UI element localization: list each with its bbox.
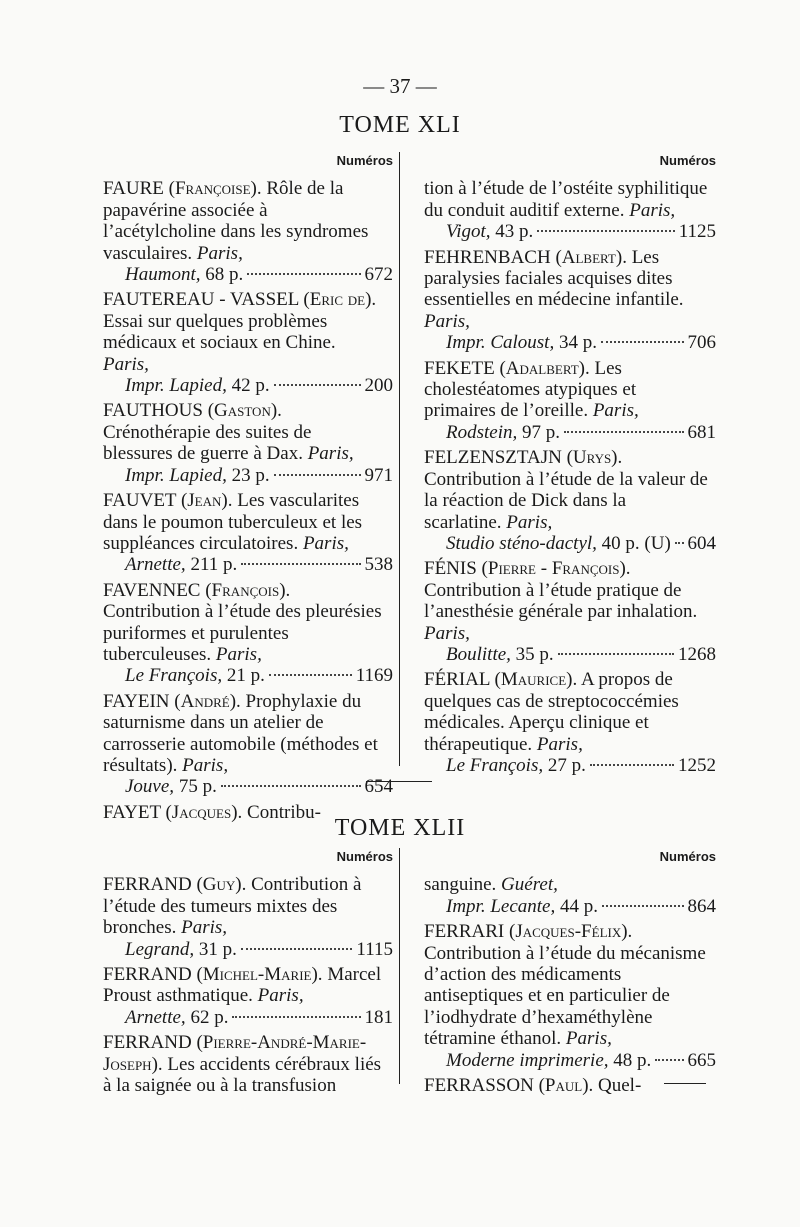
entry-reference-line (103, 1007, 393, 1028)
dot-leader (601, 341, 684, 343)
publisher-pages (446, 533, 671, 554)
bibliography-entry (424, 669, 716, 776)
author-given-name: (Albert). (555, 246, 627, 268)
publisher: Arnette, (125, 1006, 186, 1028)
author-given-name: (Jacques). (165, 801, 243, 823)
page-count: 40 p. (U) (601, 532, 671, 554)
publication-city: Paris, (307, 443, 354, 465)
page-count: 97 p. (522, 421, 560, 443)
author-surname: FAUTEREAU - VASSEL (103, 289, 299, 311)
dot-leader (241, 563, 360, 565)
publisher-pages (125, 465, 270, 486)
page-count: 34 p. (558, 332, 597, 354)
entry-reference-line (424, 332, 716, 353)
dot-leader (675, 542, 684, 544)
section-title: TOME XLI (339, 112, 461, 138)
author-surname: FERRAND (103, 874, 192, 896)
bibliography-entry (103, 691, 393, 798)
publisher-pages (125, 665, 265, 686)
entry-reference-line (103, 264, 393, 285)
author-given-name: (François). (205, 579, 291, 601)
thesis-title: Contribution à l’étude pratique de l’anesthésie générale par inhalation. (424, 579, 698, 623)
publisher-pages (125, 264, 243, 285)
entry-reference-line (103, 776, 393, 797)
page-count: 21 p. (226, 665, 265, 687)
author-given-name: (Françoise). (168, 178, 262, 200)
page-count: 31 p. (198, 938, 237, 960)
page-count: 211 p. (190, 554, 238, 576)
author-surname: FAUVET (103, 490, 177, 512)
dot-leader (274, 474, 361, 476)
corner-rule (664, 1083, 706, 1084)
entry-number: 538 (364, 554, 393, 576)
author-given-name: (Michel-Marie). (196, 964, 323, 986)
dot-leader (269, 674, 352, 676)
thesis-title: Les cholestéatomes atypiques et primaires de l’oreille. (424, 357, 637, 422)
author-surname: FÉNIS (424, 558, 477, 580)
bibliography-entry (103, 490, 393, 576)
publisher-pages (446, 422, 560, 443)
bibliography-entry (424, 358, 716, 444)
bibliography-entry (103, 289, 393, 396)
bibliography-entry (424, 874, 716, 917)
publisher: Jouve, (125, 776, 175, 798)
entry-reference-line (424, 644, 716, 665)
bibliography-entry (424, 247, 716, 354)
entry-number: 1252 (678, 754, 716, 776)
author-surname: FAYEIN (103, 690, 170, 712)
entry-first-line (424, 558, 716, 644)
dot-leader (655, 1059, 683, 1061)
bibliography-entry (424, 447, 716, 554)
publication-city: Paris, (424, 622, 470, 644)
publisher: Rodstein, (446, 421, 518, 443)
publisher: Haumont, (125, 264, 201, 286)
entry-reference-line (424, 422, 716, 443)
numeros-header: Numéros (336, 153, 393, 168)
column-divider (399, 848, 400, 1084)
author-surname: FERRAND (103, 1032, 192, 1054)
entry-reference-line (424, 896, 716, 917)
entry-reference-line (103, 465, 393, 486)
author-surname: FEKETE (424, 357, 495, 379)
publisher: Moderne imprimerie, (446, 1049, 609, 1071)
publication-city: Paris, (196, 242, 243, 264)
bibliography-entry (424, 1075, 716, 1096)
entry-number: 971 (364, 464, 393, 486)
dot-leader (590, 764, 674, 766)
entry-reference-line (424, 755, 716, 776)
entry-first-line (424, 921, 716, 1049)
entry-first-line (424, 178, 716, 221)
dot-leader (564, 431, 684, 433)
column-right (424, 150, 716, 780)
page-number: — 37 — (363, 74, 437, 98)
column-left (103, 846, 393, 1100)
dot-leader (558, 653, 674, 655)
publisher: Impr. Lapied, (125, 375, 227, 397)
entry-first-line (103, 289, 393, 375)
publication-city: Paris, (103, 353, 149, 375)
author-given-name: (Maurice). (494, 669, 578, 691)
publication-city: Paris, (424, 310, 470, 332)
author-given-name: (André). (174, 690, 241, 712)
entry-number: 665 (687, 1049, 716, 1071)
entry-first-line (424, 247, 716, 333)
publication-city: Paris, (257, 985, 304, 1007)
publisher-pages (125, 375, 270, 396)
numeros-header: Numéros (659, 849, 716, 864)
page-count: 62 p. (190, 1006, 229, 1028)
page-count: 44 p. (559, 895, 598, 917)
thesis-title: Marcel Proust asthmatique. (103, 964, 382, 1007)
author-surname: FERRARI (424, 921, 505, 943)
publisher-pages (125, 776, 217, 797)
author-given-name: (Pierre-André-Marie-Joseph). (103, 1032, 367, 1075)
author-surname: FAYET (103, 801, 161, 823)
author-given-name: (Jean). (180, 490, 233, 512)
entry-first-line (424, 669, 716, 755)
entry-number: 1115 (356, 938, 393, 960)
publication-city: Paris, (182, 754, 229, 776)
entry-number: 672 (364, 264, 393, 286)
entry-number: 706 (687, 332, 716, 354)
entry-number: 604 (687, 532, 716, 554)
entry-number: 654 (364, 776, 393, 798)
publisher-pages (125, 939, 237, 960)
thesis-title: Contribution à l’étude de la valeur de la réaction de Dick dans la scarlatine. (424, 468, 708, 533)
publication-city: Paris, (181, 917, 228, 939)
page-count: 23 p. (231, 464, 270, 486)
entry-reference-line (103, 939, 393, 960)
publication-city: Paris, (302, 532, 349, 554)
thesis-title: Crénothérapie des suites de blessures de guerre à Dax. (103, 421, 312, 465)
page-count: 68 p. (205, 264, 244, 286)
entry-reference-line (103, 554, 393, 575)
author-given-name: (Urys). (566, 447, 623, 469)
author-surname: FERRAND (103, 964, 192, 986)
publisher-pages (125, 1007, 228, 1028)
entry-number: 1125 (678, 221, 716, 243)
thesis-title: Rôle de la papavérine associée à l’acétylcholine dans les syndromes vasculaires. (103, 178, 369, 264)
page-count: 48 p. (613, 1049, 652, 1071)
publication-city: Paris, (629, 199, 676, 221)
thesis-title: Essai sur quelques problèmes médicaux et sociaux en Chine. (103, 310, 336, 354)
publisher: Arnette, (125, 554, 186, 576)
dot-leader (274, 384, 361, 386)
publisher-pages (446, 1050, 651, 1071)
bibliography-entry (103, 874, 393, 960)
entry-first-line (424, 447, 716, 533)
entry-first-line (103, 580, 393, 666)
entry-first-line (103, 874, 393, 938)
entry-first-line (103, 964, 393, 1007)
thesis-title: Contribution à l’étude des tumeurs mixtes des bronches. (103, 874, 362, 939)
thesis-title: A propos de quelques cas de streptococcémies médicales. Aperçu clinique et thérapeutique. (424, 669, 679, 755)
author-surname: FEHRENBACH (424, 246, 551, 268)
publisher: Le François, (446, 754, 544, 776)
author-given-name: (Paul). (538, 1075, 594, 1097)
author-given-name: (Gaston). (207, 400, 282, 422)
entry-number: 181 (364, 1006, 393, 1028)
entry-reference-line (424, 221, 716, 242)
thesis-title: Quel- (598, 1075, 642, 1097)
page-count: 43 p. (495, 221, 534, 243)
publisher: Legrand, (125, 938, 195, 960)
author-surname: FAUTHOUS (103, 400, 203, 422)
publication-city: Paris, (536, 733, 583, 755)
author-surname: FÉRIAL (424, 669, 490, 691)
thesis-title: Contribution à l’étude des pleurésies puriformes et purulentes tuberculeuses. (103, 601, 382, 665)
thesis-title: Les paralysies faciales acquises dites essentielles en médecine infantile. (424, 246, 684, 311)
entry-reference-line (424, 1050, 716, 1071)
bibliography-entry (103, 580, 393, 687)
thesis-title: Contribu- (247, 801, 321, 823)
publisher-pages (446, 896, 598, 917)
entry-number: 200 (364, 375, 393, 397)
dot-leader (537, 230, 674, 232)
bibliography-entry (103, 178, 393, 285)
numeros-header: Numéros (659, 153, 716, 168)
publisher: Studio sténo-dactyl, (446, 532, 597, 554)
publisher: Impr. Lapied, (125, 464, 227, 486)
column-divider (399, 152, 400, 766)
bibliography-entry (424, 178, 716, 242)
author-surname: FAVENNEC (103, 579, 201, 601)
page-count: 27 p. (547, 754, 586, 776)
publisher-pages (446, 755, 586, 776)
bibliography-entry (103, 964, 393, 1028)
publication-city: Guéret, (501, 874, 558, 896)
author-given-name: (Pierre - François). (481, 558, 631, 580)
bibliography-entry (103, 400, 393, 486)
dot-leader (221, 785, 361, 787)
dot-leader (602, 905, 684, 907)
author-given-name: (Eric de). (303, 289, 377, 311)
author-surname: FAURE (103, 178, 164, 200)
dot-leader (232, 1016, 360, 1018)
thesis-title: Les accidents cérébraux liés à la saignée ou à la transfusion (103, 1053, 382, 1097)
entry-first-line (103, 691, 393, 777)
bibliography-entry (424, 558, 716, 665)
dot-leader (241, 948, 353, 950)
entry-reference-line (103, 665, 393, 686)
publisher-pages (446, 332, 597, 353)
entry-reference-line (424, 533, 716, 554)
author-given-name: (Adalbert). (499, 357, 590, 379)
publisher-pages (446, 644, 554, 665)
thesis-title: sanguine. (424, 874, 497, 896)
publisher-pages (446, 221, 533, 242)
page-count: 75 p. (178, 776, 217, 798)
author-given-name: (Guy). (196, 874, 247, 896)
author-surname: FERRASSON (424, 1075, 534, 1097)
entry-first-line (424, 874, 716, 895)
page-count: 42 p. (231, 375, 270, 397)
author-surname: FELZENSZTAJN (424, 447, 562, 469)
publisher: Impr. Caloust, (446, 332, 555, 354)
entry-number: 681 (687, 421, 716, 443)
entry-first-line (103, 178, 393, 264)
entry-reference-line (103, 375, 393, 396)
page-count: 35 p. (515, 643, 554, 665)
thesis-title: Contribution à l’étude du mécanisme d’action des médicaments antiseptiques et en particulier de l’iodhydrate d’hexaméthylène tétramine éthanol. (424, 942, 706, 1050)
author-given-name: (Jacques-Félix). (509, 921, 633, 943)
entry-first-line (103, 400, 393, 464)
thesis-title: Prophylaxie du saturnisme dans un atelier de carrosserie automobile (méthodes et résultats). (103, 690, 378, 776)
section-title: TOME XLII (334, 815, 466, 841)
entry-first-line (103, 490, 393, 554)
numeros-header: Numéros (336, 849, 393, 864)
publication-city: Paris, (565, 1028, 612, 1050)
thesis-title: Les vascularites dans le poumon tuberculeux et les suppléances circulatoires. (103, 490, 363, 554)
entry-number: 864 (687, 895, 716, 917)
entry-first-line (103, 1032, 393, 1096)
publication-city: Paris, (592, 400, 639, 422)
dot-leader (247, 273, 360, 275)
publisher-pages (125, 554, 237, 575)
bibliography-entry (103, 1032, 393, 1096)
entry-first-line (424, 358, 716, 422)
section-separator (366, 781, 432, 782)
publisher: Vigot, (446, 221, 491, 243)
entry-first-line (424, 1075, 716, 1096)
publisher: Le François, (125, 665, 223, 687)
thesis-title: tion à l’étude de l’ostéite syphilitique du conduit auditif externe. (424, 178, 708, 221)
bibliography-entry (424, 921, 716, 1071)
publisher: Impr. Lecante, (446, 895, 556, 917)
publisher: Boulitte, (446, 643, 511, 665)
column-right (424, 846, 716, 1100)
publication-city: Paris, (506, 511, 553, 533)
entry-number: 1169 (355, 665, 393, 687)
publication-city: Paris, (215, 643, 262, 665)
column-left (103, 150, 393, 827)
entry-number: 1268 (678, 643, 716, 665)
